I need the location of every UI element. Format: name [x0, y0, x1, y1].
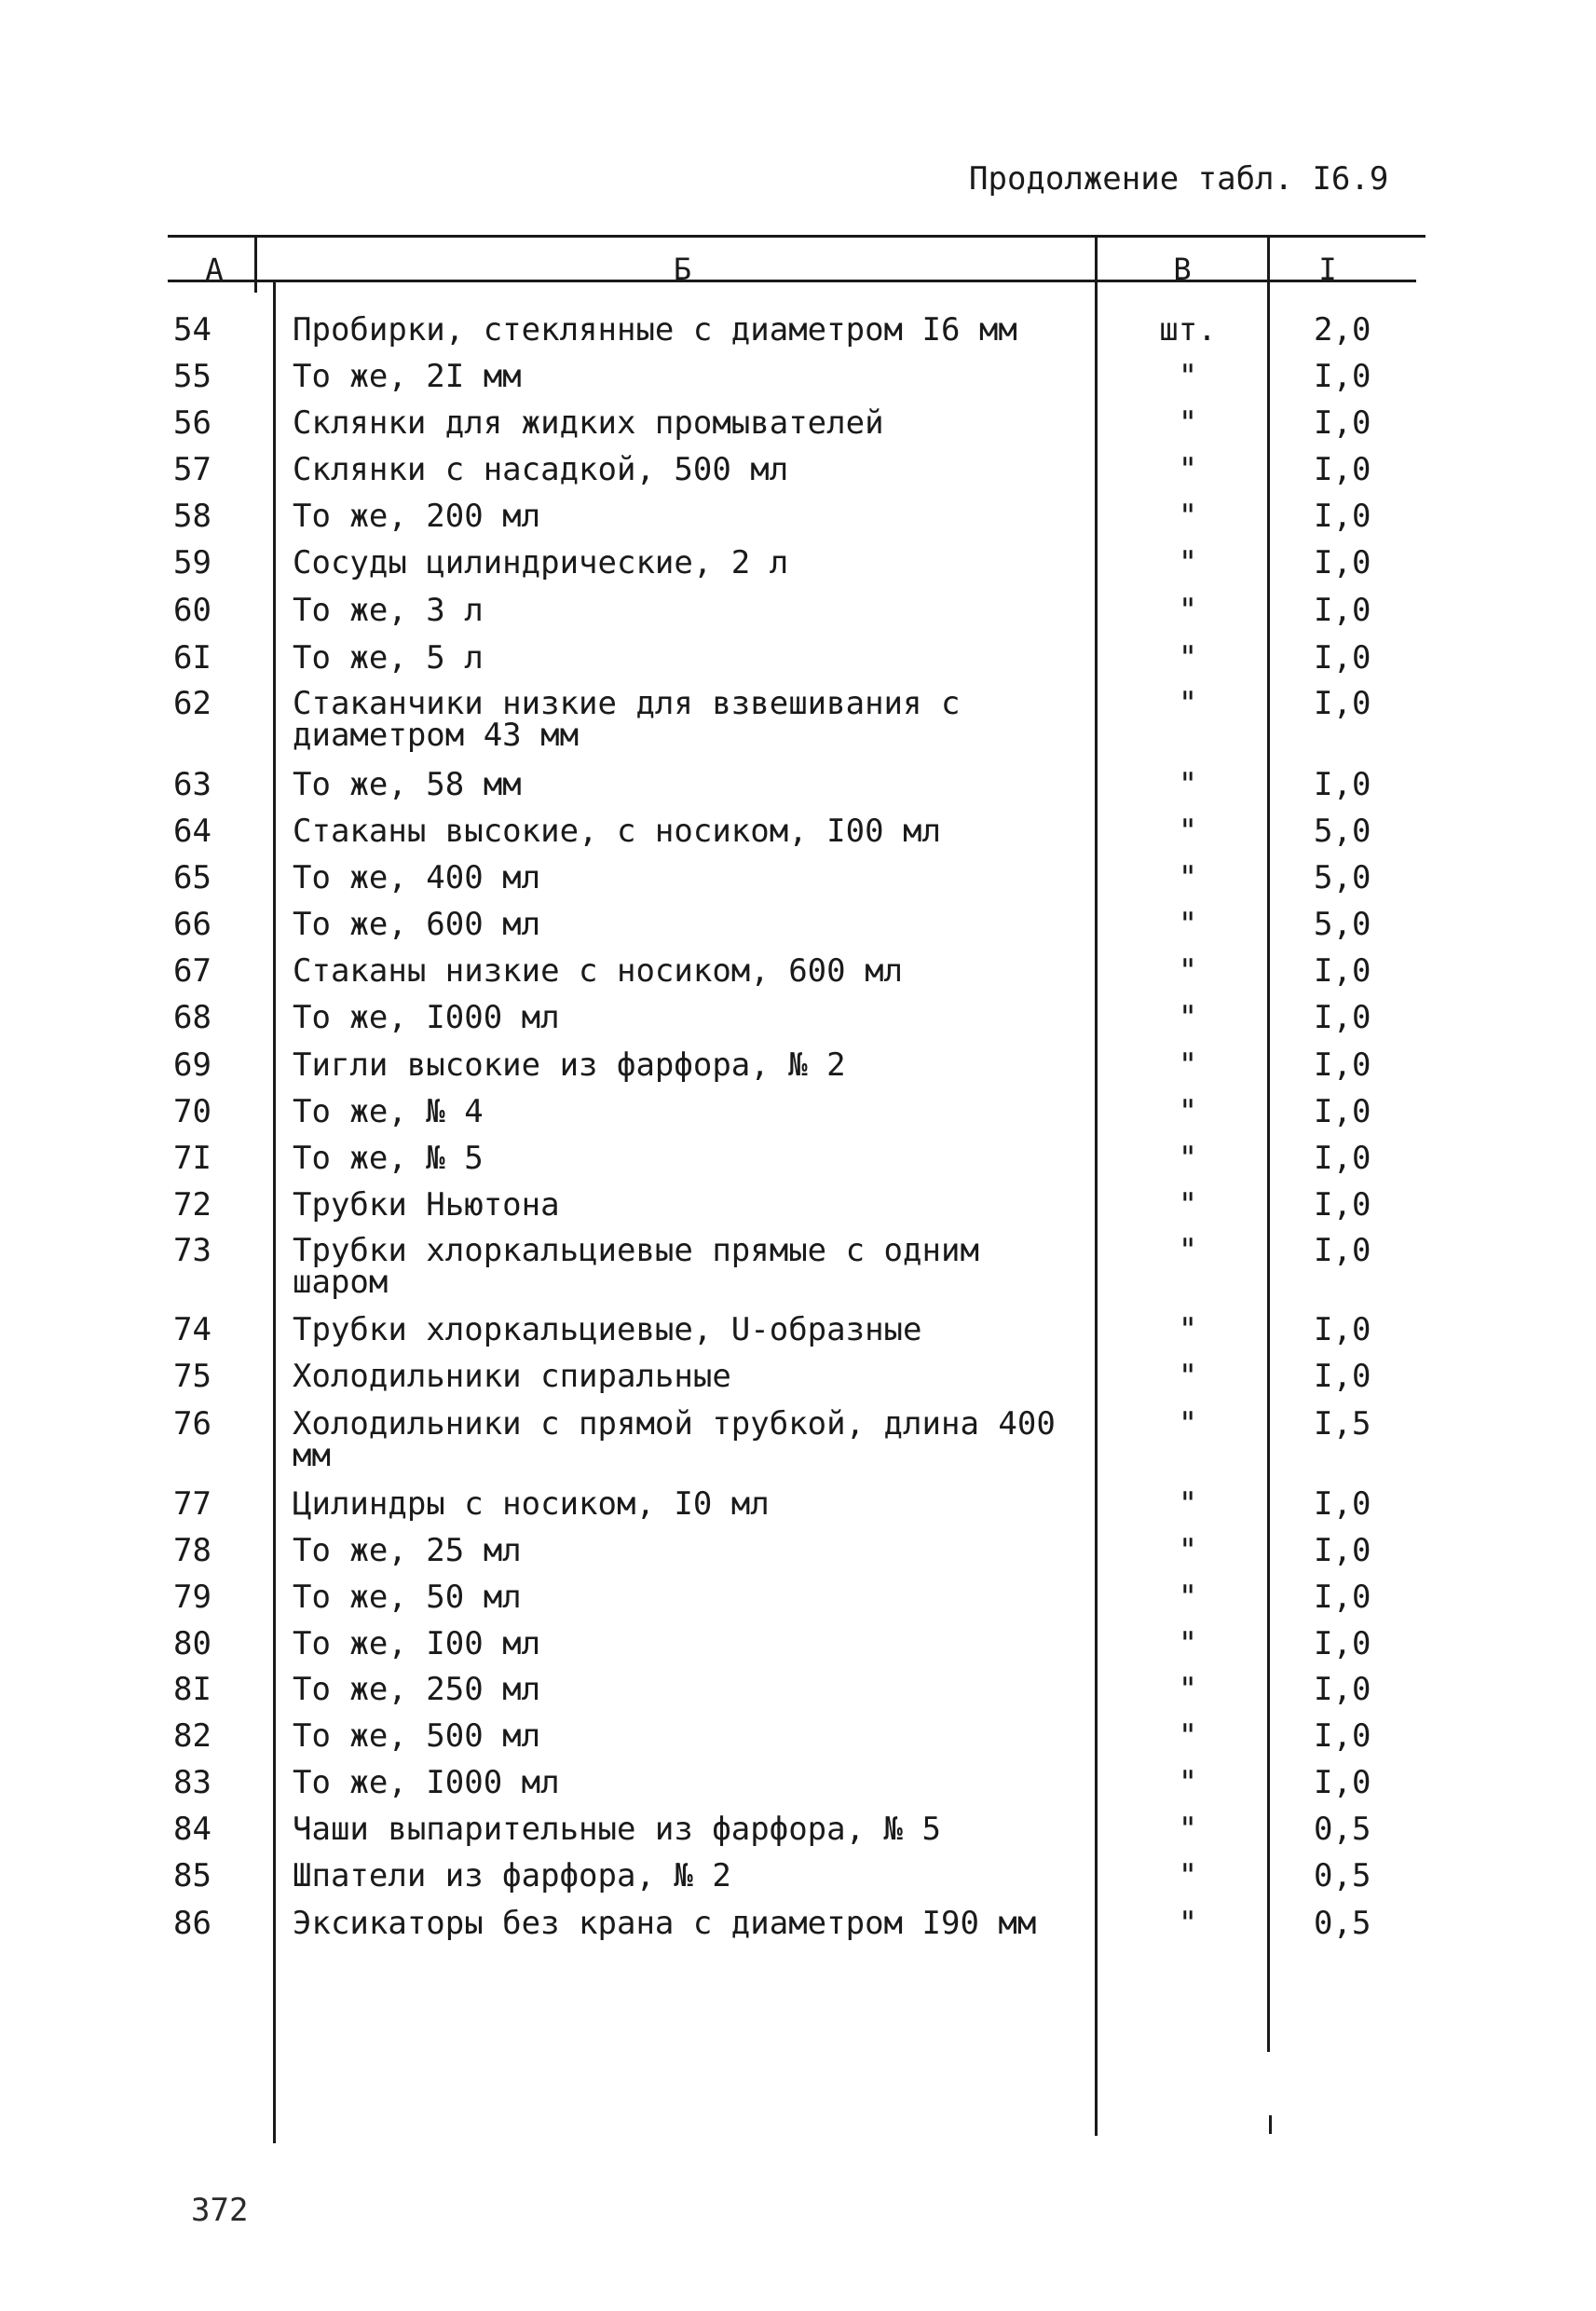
row-number: 6I: [173, 639, 211, 677]
row-unit: ": [1178, 1717, 1198, 1755]
row-number: 75: [173, 1358, 211, 1395]
row-item: То же, 400 мл: [293, 859, 541, 896]
row-item: То же, 600 мл: [293, 906, 541, 943]
row-unit: ": [1178, 1764, 1198, 1801]
row-unit: ": [1178, 451, 1198, 488]
row-number: 69: [173, 1046, 211, 1084]
row-unit: ": [1178, 1186, 1198, 1224]
row-item: Чаши выпарительные из фарфора, № 5: [293, 1811, 941, 1848]
row-number: 66: [173, 906, 211, 943]
row-number: 85: [173, 1857, 211, 1894]
row-unit: ": [1178, 1232, 1198, 1269]
row-unit: ": [1178, 1093, 1198, 1130]
row-unit: ": [1178, 1140, 1198, 1177]
row-number: 68: [173, 999, 211, 1036]
row-unit: ": [1178, 358, 1198, 395]
row-quantity: I,0: [1314, 544, 1371, 581]
row-item: Тигли высокие из фарфора, № 2: [293, 1046, 846, 1084]
row-quantity: I,0: [1314, 1764, 1371, 1801]
row-quantity: I,0: [1314, 1358, 1371, 1395]
row-item: То же, 3 л: [293, 592, 484, 629]
column-divider-b-v: [1095, 235, 1098, 2136]
row-quantity: I,5: [1314, 1405, 1371, 1443]
row-item: То же, 500 мл: [293, 1717, 541, 1755]
row-unit: ": [1178, 1046, 1198, 1084]
row-quantity: I,0: [1314, 498, 1371, 535]
row-unit: ": [1178, 859, 1198, 896]
row-unit: ": [1178, 906, 1198, 943]
row-number: 8I: [173, 1671, 211, 1708]
row-item: То же, I000 мл: [293, 1764, 560, 1801]
row-item: Склянки с насадкой, 500 мл: [293, 451, 789, 488]
row-number: 80: [173, 1625, 211, 1662]
row-item: Стаканы высокие, с носиком, I00 мл: [293, 813, 941, 850]
row-item: То же, 200 мл: [293, 498, 541, 535]
row-quantity: I,0: [1314, 358, 1371, 395]
row-unit: ": [1178, 1811, 1198, 1848]
table-top-rule: [168, 235, 1425, 238]
row-unit: ": [1178, 498, 1198, 535]
row-quantity: I,0: [1314, 1046, 1371, 1084]
row-item: То же, I00 мл: [293, 1625, 541, 1662]
row-item: Стаканчики низкие для взвешивания с диаметром 43 мм: [293, 685, 961, 754]
row-unit: ": [1178, 1905, 1198, 1942]
row-number: 58: [173, 498, 211, 535]
row-quantity: I,0: [1314, 1717, 1371, 1755]
row-number: 78: [173, 1532, 211, 1569]
row-quantity: I,0: [1314, 999, 1371, 1036]
row-number: 83: [173, 1764, 211, 1801]
row-number: 59: [173, 544, 211, 581]
row-quantity: I,0: [1314, 766, 1371, 803]
page-number: 372: [191, 2192, 249, 2229]
row-quantity: I,0: [1314, 952, 1371, 990]
row-quantity: I,0: [1314, 592, 1371, 629]
row-unit: ": [1178, 685, 1198, 722]
column-divider-v-i-stub: [1269, 2115, 1272, 2134]
row-unit: ": [1178, 544, 1198, 581]
row-number: 70: [173, 1093, 211, 1130]
row-item: Пробирки, стеклянные с диаметром I6 мм: [293, 311, 1017, 349]
row-item: Трубки хлоркальциевые прямые с одним шаром: [293, 1232, 979, 1301]
row-number: 67: [173, 952, 211, 990]
row-quantity: I,0: [1314, 685, 1371, 722]
row-unit: ": [1178, 1358, 1198, 1395]
row-quantity: I,0: [1314, 404, 1371, 442]
row-number: 60: [173, 592, 211, 629]
row-quantity: I,0: [1314, 1311, 1371, 1348]
row-quantity: I,0: [1314, 639, 1371, 677]
row-number: 74: [173, 1311, 211, 1348]
row-item: Трубки Ньютона: [293, 1186, 560, 1224]
row-number: 64: [173, 813, 211, 850]
row-quantity: 2,0: [1314, 311, 1371, 349]
row-unit: ": [1178, 1857, 1198, 1894]
row-item: То же, № 5: [293, 1140, 484, 1177]
row-unit: ": [1178, 639, 1198, 677]
row-quantity: 5,0: [1314, 906, 1371, 943]
row-unit: ": [1178, 1485, 1198, 1523]
row-unit: ": [1178, 1671, 1198, 1708]
row-unit: ": [1178, 952, 1198, 990]
row-quantity: I,0: [1314, 1485, 1371, 1523]
row-number: 54: [173, 311, 211, 349]
row-quantity: 0,5: [1314, 1905, 1371, 1942]
row-number: 73: [173, 1232, 211, 1269]
row-item: Шпатели из фарфора, № 2: [293, 1857, 731, 1894]
column-header-i: I: [1318, 252, 1337, 287]
row-quantity: 5,0: [1314, 813, 1371, 850]
row-quantity: I,0: [1314, 451, 1371, 488]
row-number: 62: [173, 685, 211, 722]
row-item: Цилиндры с носиком, I0 мл: [293, 1485, 770, 1523]
row-number: 57: [173, 451, 211, 488]
row-item: То же, I000 мл: [293, 999, 560, 1036]
row-quantity: I,0: [1314, 1625, 1371, 1662]
row-item: То же, 5 л: [293, 639, 484, 677]
row-unit: ": [1178, 999, 1198, 1036]
row-item: То же, № 4: [293, 1093, 484, 1130]
row-unit: ": [1178, 592, 1198, 629]
row-number: 55: [173, 358, 211, 395]
row-item: Холодильники спиральные: [293, 1358, 731, 1395]
row-item: Склянки для жидких промывателей: [293, 404, 884, 442]
column-header-a: А: [205, 252, 224, 287]
row-quantity: I,0: [1314, 1532, 1371, 1569]
row-item: То же, 2I мм: [293, 358, 522, 395]
row-unit: ": [1178, 1625, 1198, 1662]
row-unit: ": [1178, 1311, 1198, 1348]
row-item: То же, 25 мл: [293, 1532, 522, 1569]
row-number: 63: [173, 766, 211, 803]
row-number: 79: [173, 1579, 211, 1616]
row-unit: шт.: [1159, 311, 1217, 349]
column-divider-a-b: [254, 235, 257, 293]
row-quantity: I,0: [1314, 1232, 1371, 1269]
row-unit: ": [1178, 404, 1198, 442]
row-quantity: I,0: [1314, 1671, 1371, 1708]
row-item: Стаканы низкие с носиком, 600 мл: [293, 952, 904, 990]
row-item: Холодильники с прямой трубкой, длина 400 мм: [293, 1405, 1056, 1474]
row-number: 7I: [173, 1140, 211, 1177]
row-quantity: 0,5: [1314, 1811, 1371, 1848]
row-number: 82: [173, 1717, 211, 1755]
row-number: 72: [173, 1186, 211, 1224]
column-header-b: Б: [673, 252, 692, 287]
page-header: Продолжение табл. I6.9: [969, 160, 1389, 198]
row-item: Трубки хлоркальциевые, U-образные: [293, 1311, 922, 1348]
row-quantity: I,0: [1314, 1186, 1371, 1224]
row-unit: ": [1178, 1579, 1198, 1616]
row-item: Сосуды цилиндрические, 2 л: [293, 544, 789, 581]
row-unit: ": [1178, 1405, 1198, 1443]
row-quantity: 0,5: [1314, 1857, 1371, 1894]
row-number: 56: [173, 404, 211, 442]
row-number: 65: [173, 859, 211, 896]
row-unit: ": [1178, 766, 1198, 803]
row-unit: ": [1178, 813, 1198, 850]
row-unit: ": [1178, 1532, 1198, 1569]
row-quantity: I,0: [1314, 1093, 1371, 1130]
row-quantity: I,0: [1314, 1579, 1371, 1616]
row-item: То же, 50 мл: [293, 1579, 522, 1616]
row-quantity: I,0: [1314, 1140, 1371, 1177]
row-number: 76: [173, 1405, 211, 1443]
column-header-v: В: [1173, 252, 1192, 287]
row-number: 84: [173, 1811, 211, 1848]
row-number: 77: [173, 1485, 211, 1523]
column-divider-a-b-lower: [273, 280, 276, 2143]
row-number: 86: [173, 1905, 211, 1942]
row-item: То же, 58 мм: [293, 766, 522, 803]
row-item: Эксикаторы без крана с диаметром I90 мм: [293, 1905, 1037, 1942]
row-item: То же, 250 мл: [293, 1671, 541, 1708]
row-quantity: 5,0: [1314, 859, 1371, 896]
